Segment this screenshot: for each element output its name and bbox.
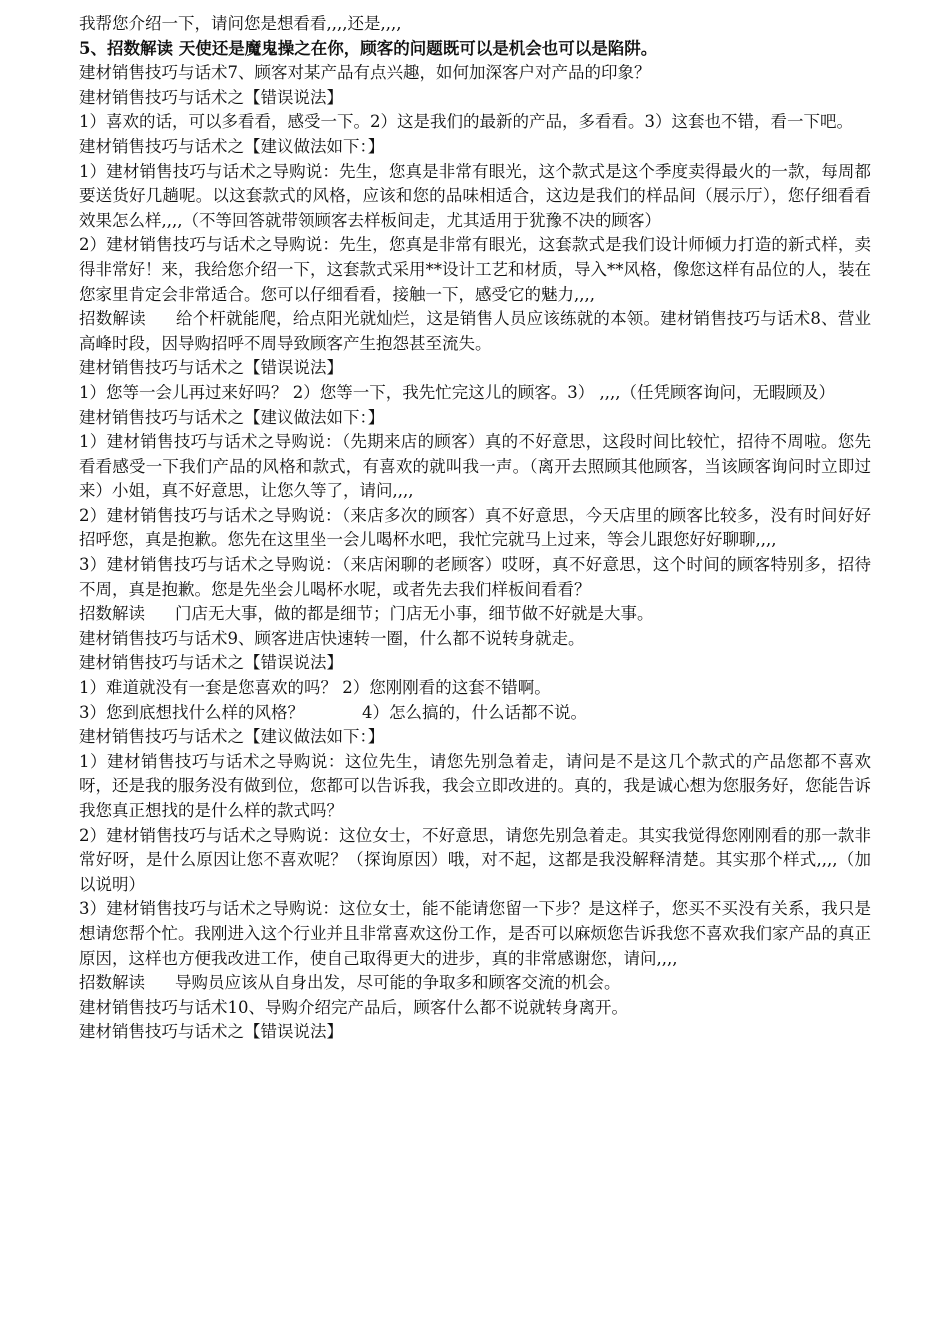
list-item: 4）怎么搞的，什么话都不说。 (362, 702, 587, 722)
paragraph: 1）您等一会儿再过来好吗？ 2）您等一下，我先忙完这儿的顾客。3） ,,,,（任凭顾客询问，无暇顾及） (79, 382, 835, 402)
paragraph: 建材销售技巧与话术之【错误说法】 (79, 653, 343, 673)
paragraph: 建材销售技巧与话术之【错误说法】 (79, 358, 343, 378)
tip-text: 门店无大事，做的都是细节；门店无小事，细节做不好就是大事。 (175, 604, 654, 624)
paragraph: 3）建材销售技巧与话术之导购说：（来店闲聊的老顾客）哎呀，真不好意思，这个时间的顾客特别多，招待不周，真是抱歉。您是先坐会儿喝杯水呢，或者先去我们样板间看看？ (79, 555, 871, 599)
paragraph: 1）建材销售技巧与话术之导购说：这位先生，请您先别急着走，请问是不是这几个款式的产品您都不喜欢呀，还是我的服务没有做到位，您都可以告诉我，我会立即改进的。真的，我是诚心想为您服务好，您能告诉我您真正想找的是什么样的款式吗？ (79, 751, 871, 820)
tip-text: 给个杆就能爬，给点阳光就灿烂，这是销售人员应该练就的本领。建材销售技巧与话术8、营业高峰时段，因导购招呼不周导致顾客产生抱怨甚至流失。 (79, 309, 872, 353)
paragraph: 建材销售技巧与话术之【建议做法如下：】 (79, 407, 385, 427)
paragraph: 2）建材销售技巧与话术之导购说：（来店多次的顾客）真不好意思，今天店里的顾客比较多，没有时间好好招呼您，真是抱歉。您先在这里坐一会儿喝杯水吧，我忙完就马上过来，等会儿跟您好好聊聊,,,, (79, 505, 871, 550)
paragraph: 建材销售技巧与话术之【错误说法】 (79, 1022, 343, 1042)
paragraph (79, 307, 871, 356)
paragraph: 我帮您介绍一下，请问您是想看看,,,,还是,,,, (79, 14, 402, 33)
paragraph: 1）喜欢的话，可以多看看，感受一下。2）这是我们的最新的产品，多看看。3）这套也不错，看一下吧。 (79, 112, 853, 132)
paragraph: 建材销售技巧与话术之【建议做法如下：】 (79, 727, 385, 747)
tip-label: 招数解读 (79, 604, 145, 624)
paragraph: 建材销售技巧与话术之【错误说法】 (79, 87, 343, 107)
document-page (79, 12, 871, 1045)
paragraph: 建材销售技巧与话术之【建议做法如下：】 (79, 136, 385, 156)
paragraph: 1）难道就没有一套是您喜欢的吗？ 2）您刚刚看的这套不错啊。 (79, 678, 551, 698)
paragraph (79, 971, 871, 996)
paragraph: 1）建材销售技巧与话术之导购说：（先期来店的顾客）真的不好意思，这段时间比较忙，招待不周啦。您先看看感受一下我们产品的风格和款式，有喜欢的就叫我一声。（离开去照顾其他顾客，当该顾客询问时立即过来）小姐，真不好意思，让您久等了，请问,,,, (79, 432, 871, 501)
paragraph: 1）建材销售技巧与话术之导购说：先生，您真是非常有眼光，这个款式是这个季度卖得最火的一款，每周都要送货好几趟呢。以这套款式的风格，应该和您的品味相适合，这边是我们的样品间（展示厅），您仔细看看效果怎么样,,,,（不等回答就带领顾客去样板间走，尤其适用于犹豫不决的顾客） (79, 161, 871, 230)
paragraph: 建材销售技巧与话术9、顾客进店快速转一圈，什么都不说转身就走。 (79, 628, 585, 648)
list-item: 3）您到底想找什么样的风格？ (79, 702, 304, 722)
paragraph: 2）建材销售技巧与话术之导购说：先生，您真是非常有眼光，这套款式是我们设计师倾力打造的新式样，卖得非常好！来，我给您介绍一下，这套款式采用**设计工艺和材质，导入**风格，像您这样有品位的人，装在您家里肯定会非常适合。您可以仔细看看，接触一下，感受它的魅力,,,, (79, 235, 871, 304)
tip-label: 招数解读 (79, 309, 146, 329)
section-heading: 5、招数解读 天使还是魔鬼操之在你，顾客的问题既可以是机会也可以是陷阱。 (79, 38, 658, 58)
paragraph: 3）建材销售技巧与话术之导购说：这位女士，能不能请您留一下步？是这样子，您买不买没有关系，我只是想请您帮个忙。我刚进入这个行业并且非常喜欢这份工作，是否可以麻烦您告诉我您不喜欢我们家产品的真正原因，这样也方便我改进工作，使自己取得更大的进步，真的非常感谢您，请问,,,, (79, 899, 871, 968)
paragraph: 建材销售技巧与话术7、顾客对某产品有点兴趣，如何加深客户对产品的印象？ (79, 63, 651, 83)
tip-label: 招数解读 (79, 973, 145, 993)
paragraph (79, 602, 871, 627)
paragraph: 2）建材销售技巧与话术之导购说：这位女士，不好意思，请您先别急着走。其实我觉得您刚刚看的那一款非常好呀，是什么原因让您不喜欢呢？（探询原因）哦，对不起，这都是我没解释清楚。其实那个样式,,,,（加以说明） (79, 825, 871, 894)
tip-text: 导购员应该从自身出发，尽可能的争取多和顾客交流的机会。 (175, 973, 621, 993)
paragraph: 建材销售技巧与话术10、导购介绍完产品后，顾客什么都不说就转身离开。 (79, 997, 628, 1017)
paragraph (79, 701, 871, 726)
